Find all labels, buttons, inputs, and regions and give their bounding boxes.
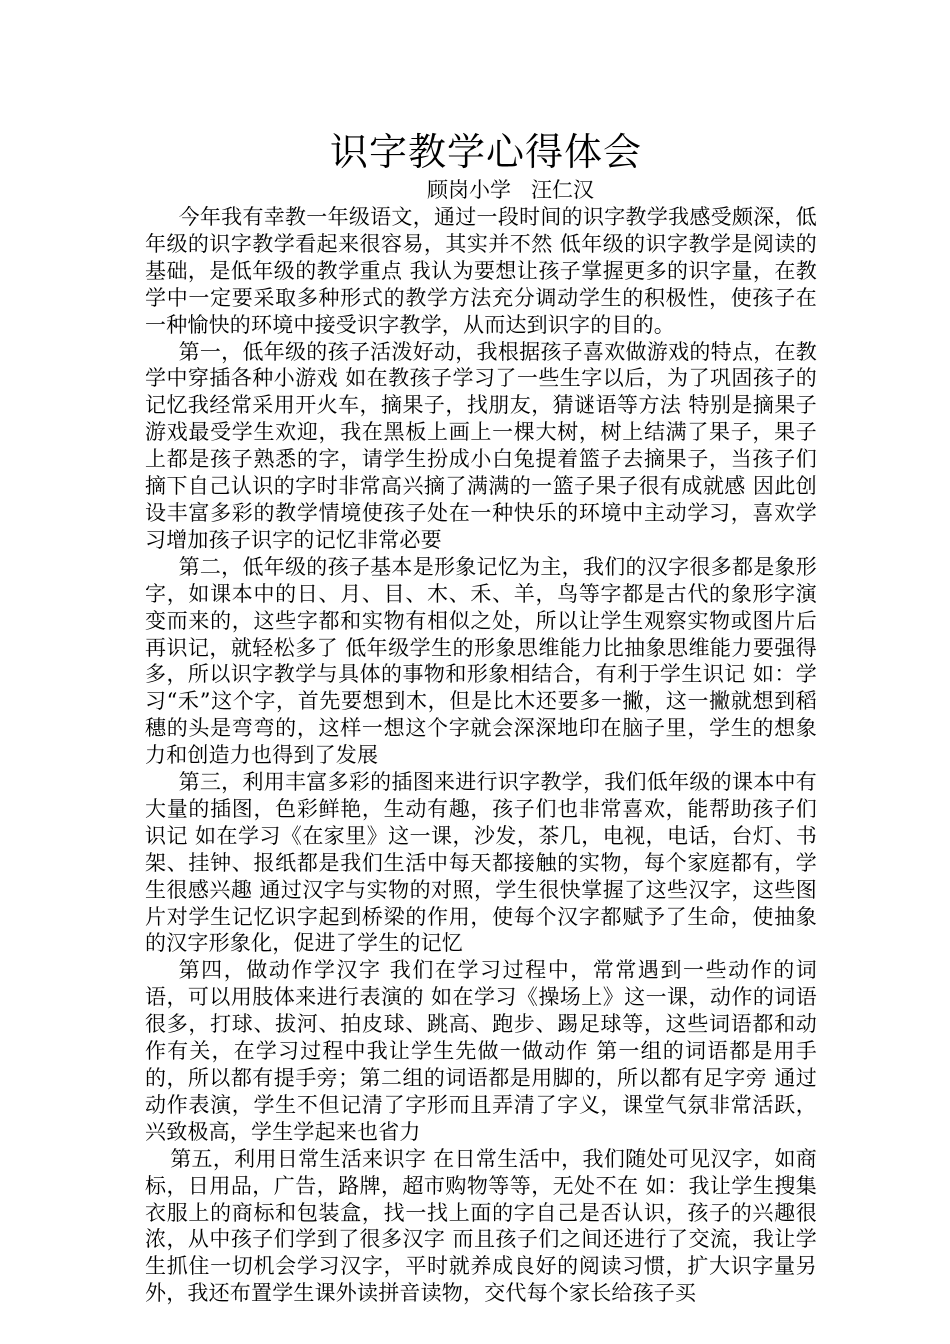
paragraph-2: 第一，低年级的孩子活泼好动，我根据孩子喜欢做游戏的特点，在教学中穿插各种小游戏 如在教孩子学习了一些生字以后，为了巩固孩子的记忆我经常采用开火车，摘果子，找朋友，猜谜语等方法 特别是摘果子游戏最受学生欢迎，我在黑板上画上一棵大树，树上结满了果子，果子上都是孩子熟悉的字，请学生扮成小白兔提着篮子去摘果子，当孩子们摘下自己认识的字时非常高兴摘了满满的一篮子果子很有成就感 因此创设丰富多彩的教学情境使孩子处在一种快乐的环境中主动学习，喜欢学习增加孩子识字的记忆非常必要 xyxy=(145,339,817,552)
paragraph-6: 第五，利用日常生活来识字 在日常生活中，我们随处可见汉字，如商标，日用品，广告，路牌，超市购物等等，无处不在 如：我让学生搜集衣服上的商标和包装盒，找一找上面的字自己是否认识，孩子的兴趣很浓，从中孩子们学到了很多汉字 而且孩子们之间还进行了交流，我让学生抓住一切机会学习汉字，平时就养成良好的阅读习惯，扩大识字量另外，我还布置学生课外读拼音读物，交代每个家长给孩子买 xyxy=(145,1146,817,1306)
document-page xyxy=(145,128,817,1307)
document-title: 识字教学心得体会 xyxy=(329,130,642,174)
paragraph-5: 第四，做动作学汉字 我们在学习过程中，常常遇到一些动作的词语，可以用肢体来进行表演的 如在学习《操场上》这一课，动作的词语很多，打球、拔河、拍皮球、跳高、跑步、踢足球等，这些词语都和动作有关，在学习过程中我让学生先做一做动作 第一组的词语都是用手的，所以都有提手旁；第二组的词语都是用脚的，所以都有足字旁 通过动作表演，学生不但记清了字形而且弄清了字义，课堂气氛非常活跃，兴致极高，学生学起来也省力 xyxy=(145,958,817,1144)
paragraph-4: 第三，利用丰富多彩的插图来进行识字教学，我们低年级的课本中有大量的插图，色彩鲜艳，生动有趣，孩子们也非常喜欢，能帮助孩子们识记 如在学习《在家里》这一课，沙发，茶几，电视，电话，台灯、书架、挂钟、报纸都是我们生活中每天都接触的实物，每个家庭都有，学生很感兴趣 通过汉字与实物的对照，学生很快掌握了这些汉字，这些图片对学生记忆识字起到桥梁的作用，使每个汉字都赋予了生命，使抽象的汉字形象化，促进了学生的记忆 xyxy=(145,770,817,956)
paragraph-1: 今年我有幸教一年级语文，通过一段时间的识字教学我感受颇深，低年级的识字教学看起来很容易，其实并不然 低年级的识字教学是阅读的基础，是低年级的教学重点 我认为要想让孩子掌握更多的识字量，在教学中一定要采取多种形式的教学方法充分调动学生的积极性，使孩子在一种愉快的环境中接受识字教学，从而达到识字的目的。 xyxy=(145,205,817,337)
paragraph-3: 第二，低年级的孩子基本是形象记忆为主，我们的汉字很多都是象形字，如课本中的日、月、目、木、禾、羊，鸟等字都是古代的象形字演变而来的，这些字都和实物有相似之处，所以让学生观察实物或图片后再识记，就轻松多了 低年级学生的形象思维能力比抽象思维能力要强得多，所以识字教学与具体的事物和形象相结合，有利于学生识记 如：学习“禾”这个字，首先要想到木，但是比木还要多一撇，这一撇就想到稻穗的头是弯弯的，这样一想这个字就会深深地印在脑子里，学生的想象力和创造力也得到了发展 xyxy=(145,554,817,768)
document-author: 顾岗小学 汪仁汉 xyxy=(427,178,595,202)
